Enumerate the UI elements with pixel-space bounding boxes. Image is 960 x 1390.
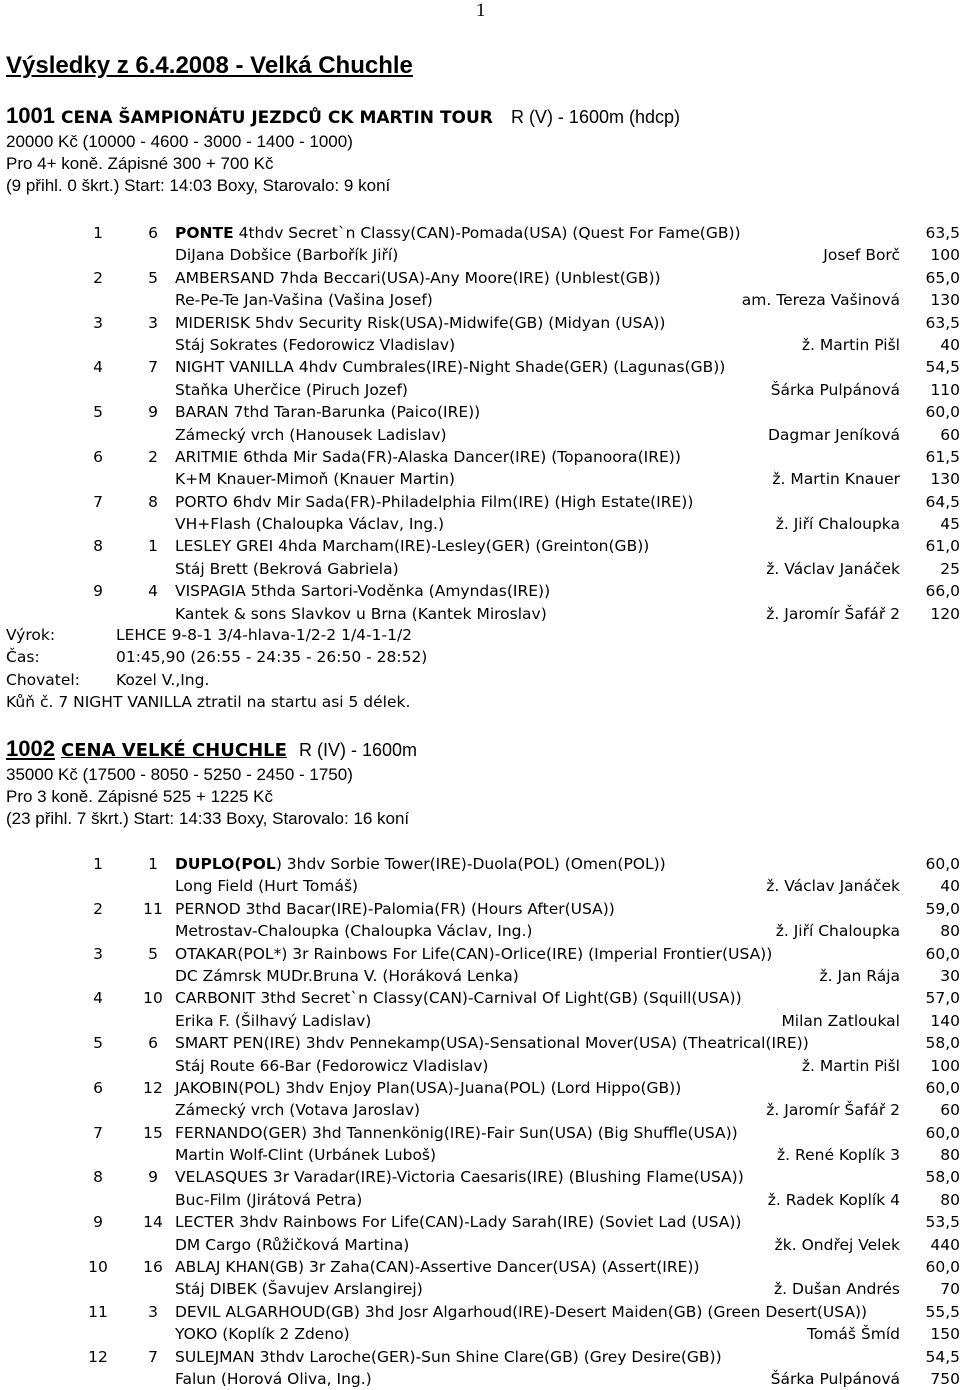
result-row [0,222,960,244]
result-row [0,898,960,920]
result-row [0,535,960,557]
result-row [0,1346,960,1368]
result-row [0,580,960,602]
weight: 64,5 [925,492,960,511]
points: 80 [940,1146,960,1165]
weight: 59,0 [925,899,960,918]
owner-trainer: Erika F. (Šilhavý Ladislav) [175,1011,372,1030]
finish-position: 2 [93,899,103,918]
race-prizes: 35000 Kč (17500 - 8050 - 5250 - 2450 - 1750) [6,765,353,784]
points: 40 [940,335,960,354]
result-subrow [0,1144,960,1166]
finish-position: 2 [93,268,103,287]
result-row [0,853,960,875]
owner-trainer: Stáj Route 66-Bar (Fedorowicz Vladislav) [175,1056,489,1075]
result-subrow [0,289,960,311]
result-row [0,1032,960,1054]
horse-description [175,267,661,289]
breeder-row [4,669,564,691]
result-row [0,446,960,468]
pedigree: MIDERISK 5hdv Security Risk(USA)-Midwife(GB) (Midyan (USA)) [175,313,666,332]
result-row [0,1211,960,1233]
race-prizes: 20000 Kč (10000 - 4600 - 3000 - 1400 - 1000) [6,132,353,151]
jockey: ž. Radek Koplík 4 [767,1190,900,1209]
race-1002-header [6,736,417,830]
horse-description [175,312,665,334]
pedigree: DEVIL ALGARHOUD(GB) 3hd Josr Algarhoud(IRE)-Desert Maiden(GB) (Green Desert(USA)) [175,1302,868,1321]
start-number: 15 [143,1123,163,1142]
start-number: 3 [148,1302,158,1321]
start-number: 12 [143,1078,163,1097]
race-1001-header [6,103,680,197]
owner-trainer: VH+Flash (Chaloupka Václav, Ing.) [175,515,445,534]
page-number: 1 [476,0,486,21]
horse-description [175,1301,867,1323]
result-subrow [0,424,960,446]
horse-description [175,446,681,468]
weight: 60,0 [925,944,960,963]
finish-position: 9 [93,582,103,601]
jockey: Tomáš Šmíd [807,1325,900,1344]
jockey: ž. Martin Knauer [772,470,900,489]
finish-position: 4 [93,989,103,1008]
owner-trainer: Buc-Film (Jirátová Petra) [175,1190,363,1209]
start-number: 9 [148,1168,158,1187]
result-row [0,1122,960,1144]
pedigree: ) 3hdv Sorbie Tower(IRE)-Duola(POL) (Omen(POL)) [275,855,666,873]
result-subrow [0,1055,960,1077]
horse-description [175,1211,741,1233]
horse-description [175,898,615,920]
owner-trainer: Stáj Sokrates (Fedorowicz Vladislav) [175,335,456,354]
pedigree: LECTER 3hdv Rainbows For Life(CAN)-Lady Sarah(IRE) (Soviet Lad (USA)) [175,1213,742,1232]
finish-position: 6 [93,447,103,466]
finish-position: 11 [88,1302,108,1321]
owner-trainer: Kantek & sons Slavkov u Brna (Kantek Miroslav) [175,604,547,623]
race-1001-results [0,222,960,625]
race-number: 1002 [6,736,55,761]
horse-description [175,1166,744,1188]
weight: 65,0 [925,268,960,287]
race-title-line [6,736,417,764]
finish-position: 3 [93,313,103,332]
result-row [0,1077,960,1099]
pedigree: NIGHT VANILLA 4hdv Cumbrales(IRE)-Night Shade(GER) (Lagunas(GB)) [175,358,726,377]
result-row [0,401,960,423]
owner-trainer: Long Field (Hurt Tomáš) [175,877,359,896]
weight: 61,0 [925,537,960,556]
weight: 63,5 [925,224,960,242]
start-number: 1 [148,855,158,873]
race-name: CENA ŠAMPIONÁTU JEZDCŮ CK MARTIN TOUR [61,108,493,128]
pedigree: PORTO 6hdv Mir Sada(FR)-Philadelphia Film(IRE) (High Estate(IRE)) [175,492,694,511]
result-row [0,1301,960,1323]
owner-trainer: Metrostav-Chaloupka (Chaloupka Václav, Ing.) [175,922,533,941]
race-conditions: Pro 3 koně. Zápisné 525 + 1225 Kč [6,787,273,806]
jockey: ž. Jaromír Šafář 2 [766,604,900,623]
verdict-row [4,624,564,646]
result-subrow [0,334,960,356]
race-category: R (V) - 1600m (hdcp) [510,107,680,127]
finish-position: 5 [93,403,103,422]
pedigree: LESLEY GREI 4hda Marcham(IRE)-Lesley(GER) (Greinton(GB)) [175,537,650,556]
result-row [0,943,960,965]
jockey: Šárka Pulpánová [770,1369,900,1388]
horse-description [175,943,772,965]
pedigree: PERNOD 3thd Bacar(IRE)-Palomia(FR) (Hours After(USA)) [175,899,615,918]
owner-trainer: DiJana Dobšice (Barbořík Jiří) [175,246,399,265]
owner-trainer: Zámecký vrch (Hanousek Ladislav) [175,425,447,444]
points: 130 [930,470,960,489]
start-number: 14 [143,1213,163,1232]
finish-position: 6 [93,1078,103,1097]
horse-description [175,401,480,423]
jockey: am. Tereza Vašinová [741,291,900,310]
points: 130 [930,291,960,310]
result-subrow [0,244,960,266]
jockey: Milan Zatloukal [781,1011,900,1030]
points: 100 [930,246,960,265]
start-number: 16 [143,1258,163,1277]
horse-description [175,491,693,513]
race-1002-results [0,853,960,1390]
pedigree: OTAKAR(POL*) 3r Rainbows For Life(CAN)-Orlice(IRE) (Imperial Frontier(USA)) [175,944,773,963]
start-number: 3 [148,313,158,332]
time-value: 01:45,90 (26:55 - 24:35 - 26:50 - 28:52) [116,648,428,667]
weight: 58,0 [925,1034,960,1053]
pedigree: AMBERSAND 7hda Beccari(USA)-Any Moore(IRE) (Unblest(GB)) [175,268,661,287]
finish-position: 8 [93,1168,103,1187]
pedigree: JAKOBIN(POL) 3hdv Enjoy Plan(USA)-Juana(POL) (Lord Hippo(GB)) [175,1078,682,1097]
weight: 66,0 [925,582,960,601]
result-subrow [0,603,960,625]
weight: 60,0 [925,1258,960,1277]
result-row [0,1166,960,1188]
pedigree: FERNANDO(GER) 3hd Tannenkönig(IRE)-Fair Sun(USA) (Big Shuffle(USA)) [175,1123,738,1142]
horse-description [175,222,741,244]
points: 60 [940,1101,960,1120]
weight: 58,0 [925,1168,960,1187]
owner-trainer: Martin Wolf-Clint (Urbánek Luboš) [175,1146,437,1165]
start-number: 7 [148,358,158,377]
jockey: ž. Dušan Andrés [774,1280,900,1299]
finish-position: 12 [88,1347,108,1366]
horse-name: PONTE [175,224,234,242]
race-conditions: Pro 4+ koně. Zápisné 300 + 700 Kč [6,154,274,173]
owner-trainer: Zámecký vrch (Votava Jaroslav) [175,1101,421,1120]
race-name: CENA VELKÉ CHUCHLE [61,740,287,761]
jockey: ž. Jan Rája [819,966,900,985]
race-1001-summary [4,624,564,714]
start-number: 5 [148,944,158,963]
points: 80 [940,922,960,941]
start-number: 8 [148,492,158,511]
note-row [4,691,564,713]
jockey: ž. Václav Janáček [766,877,900,896]
points: 120 [930,604,960,623]
owner-trainer: Stáj Brett (Bekrová Gabriela) [175,559,399,578]
start-number: 5 [148,268,158,287]
points: 70 [940,1280,960,1299]
owner-trainer: DC Zámrsk MUDr.Bruna V. (Horáková Lenka) [175,966,519,985]
result-subrow [0,468,960,490]
jockey: Šárka Pulpánová [770,380,900,399]
jockey: ž. Martin Pišl [801,1056,900,1075]
finish-position: 7 [93,1123,103,1142]
pedigree: 4thdv Secret`n Classy(CAN)-Pomada(USA) (Quest For Fame(GB)) [233,224,741,242]
points: 60 [940,425,960,444]
pedigree: BARAN 7thd Taran-Barunka (Paico(IRE)) [175,403,481,422]
horse-description [175,853,666,875]
points: 100 [930,1056,960,1075]
jockey: ž. Martin Pišl [801,335,900,354]
jockey: ž. Jiří Chaloupka [775,922,900,941]
race-start: (23 přihl. 7 škrt.) Start: 14:33 Boxy, Starovalo: 16 koní [6,809,410,828]
owner-trainer: DM Cargo (Růžičková Martina) [175,1235,410,1254]
finish-position: 4 [93,358,103,377]
result-subrow [0,875,960,897]
pedigree: SULEJMAN 3thdv Laroche(GER)-Sun Shine Clare(GB) (Grey Desire(GB)) [175,1347,722,1366]
horse-description [175,580,550,602]
finish-position: 1 [93,855,103,873]
race-start: (9 přihl. 0 škrt.) Start: 14:03 Boxy, Starovalo: 9 koní [6,176,391,195]
pedigree: VISPAGIA 5thda Sartori-Voděnka (Amyndas(IRE)) [175,582,551,601]
verdict-value: LEHCE 9-8-1 3/4-hlava-1/2-2 1/4-1-1/2 [116,626,413,644]
result-subrow [0,965,960,987]
horse-description [175,535,649,557]
result-row [0,987,960,1009]
points: 45 [940,515,960,534]
result-row [0,356,960,378]
race-category: R (IV) - 1600m [298,740,417,760]
horse-description [175,1256,700,1278]
jockey: ž. René Koplík 3 [777,1146,900,1165]
result-subrow [0,1368,960,1390]
weight: 57,0 [925,989,960,1008]
horse-description [175,987,742,1009]
result-row [0,267,960,289]
result-subrow [0,1099,960,1121]
jockey: Dagmar Jeníková [768,425,900,444]
points: 80 [940,1190,960,1209]
result-subrow [0,558,960,580]
pedigree: ABLAJ KHAN(GB) 3r Zaha(CAN)-Assertive Dancer(USA) (Assert(IRE)) [175,1258,700,1277]
horse-description [175,356,725,378]
start-number: 4 [148,582,158,601]
owner-trainer: Stáj DIBEK (Šavujev Arslangirej) [175,1280,423,1299]
weight: 53,5 [925,1213,960,1232]
start-number: 10 [143,989,163,1008]
points: 30 [940,966,960,985]
finish-position: 8 [93,537,103,556]
verdict-label: Výrok: [6,626,56,644]
weight: 63,5 [925,313,960,332]
finish-position: 7 [93,492,103,511]
points: 440 [930,1235,960,1254]
result-subrow [0,1323,960,1345]
result-subrow [0,1234,960,1256]
horse-description [175,1077,681,1099]
result-subrow [0,920,960,942]
race-note: Kůň č. 7 NIGHT VANILLA ztratil na startu asi 5 délek. [6,693,411,712]
horse-description [175,1032,809,1054]
result-row [0,491,960,513]
horse-name: DUPLO(POL [175,855,276,873]
start-number: 6 [148,224,158,242]
owner-trainer: Falun (Horová Oliva, Ing.) [175,1369,372,1388]
finish-position: 10 [88,1258,108,1277]
start-number: 1 [148,537,158,556]
points: 25 [940,559,960,578]
jockey: ž. Václav Janáček [766,559,900,578]
pedigree: ARITMIE 6thda Mir Sada(FR)-Alaska Dancer(IRE) (Topanoora(IRE)) [175,447,681,466]
jockey: Josef Borč [823,246,900,265]
weight: 60,0 [925,1123,960,1142]
result-subrow [0,1189,960,1211]
jockey: ž. Jiří Chaloupka [775,515,900,534]
start-number: 6 [148,1034,158,1053]
result-subrow [0,1010,960,1032]
time-label: Čas: [6,648,40,667]
points: 110 [930,380,960,399]
document-title: Výsledky z 6.4.2008 - Velká Chuchle [6,52,413,79]
result-subrow [0,379,960,401]
result-subrow [0,513,960,535]
finish-position: 1 [93,224,103,242]
finish-position: 5 [93,1034,103,1053]
result-row [0,1256,960,1278]
jockey: žk. Ondřej Velek [774,1235,900,1254]
finish-position: 3 [93,944,103,963]
owner-trainer: Staňka Uherčice (Piruch Jozef) [175,380,408,399]
points: 40 [940,877,960,896]
race-title-line [6,103,680,131]
finish-position: 9 [93,1213,103,1232]
weight: 54,5 [925,1347,960,1366]
start-number: 7 [148,1347,158,1366]
pedigree: CARBONIT 3thd Secret`n Classy(CAN)-Carnival Of Light(GB) (Squill(USA)) [175,989,742,1008]
start-number: 2 [148,447,158,466]
pedigree: SMART PEN(IRE) 3hdv Pennekamp(USA)-Sensational Mover(USA) (Theatrical(IRE)) [175,1034,809,1053]
result-row [0,312,960,334]
jockey: ž. Jaromír Šafář 2 [766,1101,900,1120]
weight: 60,0 [925,855,960,873]
pedigree: VELASQUES 3r Varadar(IRE)-Victoria Caesaris(IRE) (Blushing Flame(USA)) [175,1168,744,1187]
owner-trainer: Re-Pe-Te Jan-Vašina (Vašina Josef) [175,291,433,310]
owner-trainer: YOKO (Koplík 2 Zdeno) [175,1325,350,1344]
start-number: 9 [148,403,158,422]
time-row [4,646,564,668]
weight: 60,0 [925,403,960,422]
weight: 60,0 [925,1078,960,1097]
weight: 55,5 [925,1302,960,1321]
points: 750 [930,1369,960,1388]
result-subrow [0,1278,960,1300]
breeder-label: Chovatel: [6,670,80,689]
owner-trainer: K+M Knauer-Mimoň (Knauer Martin) [175,470,455,489]
start-number: 11 [143,899,163,918]
points: 150 [930,1325,960,1344]
horse-description [175,1122,738,1144]
race-number: 1001 [6,103,55,128]
weight: 54,5 [925,358,960,377]
breeder-value: Kozel V.,Ing. [116,670,210,689]
points: 140 [930,1011,960,1030]
horse-description [175,1346,722,1368]
weight: 61,5 [925,447,960,466]
